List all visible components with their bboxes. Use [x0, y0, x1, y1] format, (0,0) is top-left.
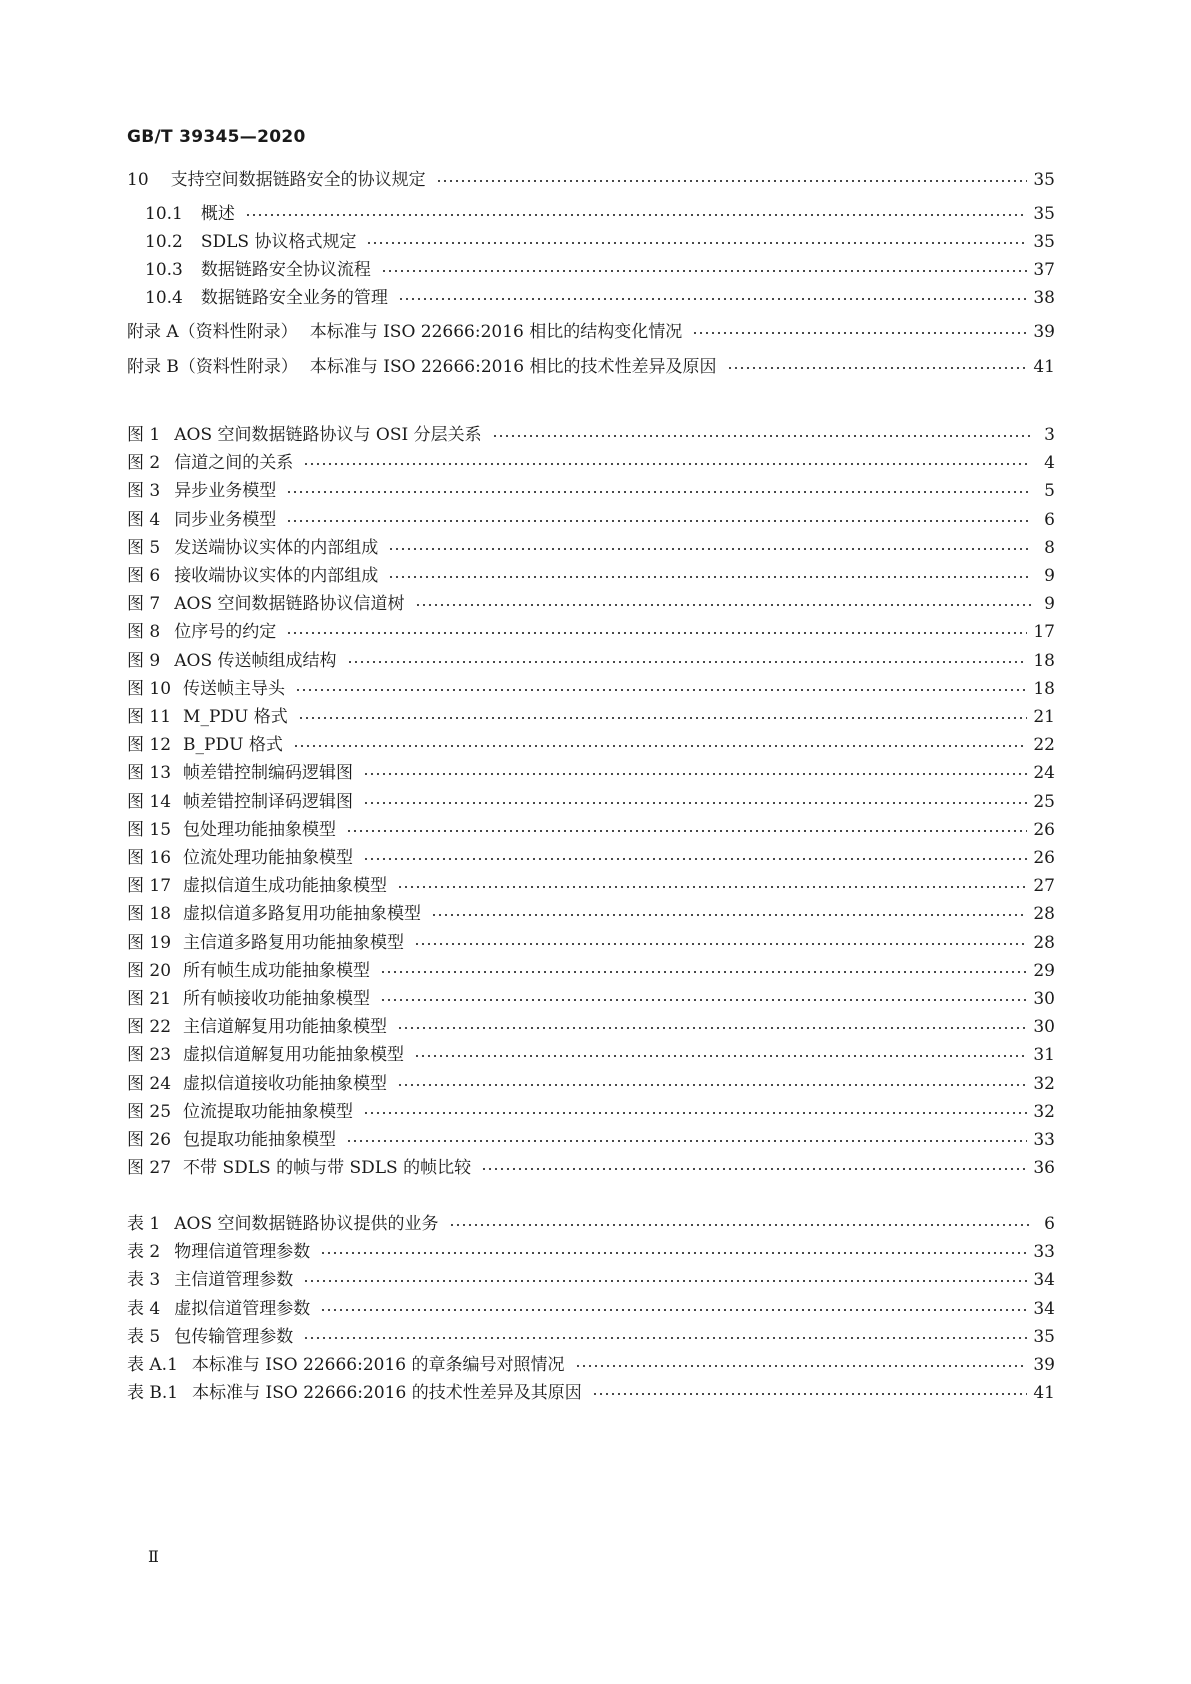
section-page-number: 38: [1033, 288, 1055, 308]
figure-page-number: 32: [1033, 1073, 1055, 1094]
figure-number: 图 3: [127, 481, 161, 502]
dot-leader: [431, 914, 1027, 916]
figure-page-number: 26: [1033, 819, 1055, 840]
figure-entry[interactable]: [127, 733, 1055, 757]
figure-number: 图 14: [127, 791, 172, 812]
figure-page-number: 22: [1033, 735, 1055, 756]
dot-leader: [692, 332, 1027, 334]
figure-entry[interactable]: [127, 423, 1055, 447]
figure-number: 图 13: [127, 763, 172, 784]
dot-leader: [727, 367, 1028, 369]
section-title: 本标准与 ISO 22666:2016 相比的结构变化情况: [309, 322, 683, 342]
figure-number: 图 8: [127, 622, 161, 643]
table-entry[interactable]: [127, 1325, 1055, 1349]
figure-number: 图 5: [127, 537, 161, 558]
section-number: 附录 A（资料性附录）: [127, 322, 298, 342]
dot-leader: [320, 1252, 1027, 1254]
section-entry[interactable]: [127, 258, 1055, 282]
dot-leader: [346, 1140, 1027, 1142]
dot-leader: [398, 298, 1028, 300]
dot-leader: [347, 661, 1028, 663]
table-entry[interactable]: [127, 1297, 1055, 1321]
figure-page-number: 9: [1044, 594, 1055, 615]
figure-page-number: 18: [1033, 650, 1055, 671]
table-page-number: 41: [1033, 1383, 1055, 1404]
section-page-number: 37: [1033, 260, 1055, 280]
figure-title: 主信道多路复用功能抽象模型: [183, 932, 405, 953]
figure-page-number: 29: [1033, 960, 1055, 981]
figure-entry[interactable]: [127, 536, 1055, 560]
table-page-number: 34: [1033, 1270, 1055, 1291]
figure-page-number: 26: [1033, 848, 1055, 868]
table-page-number: 6: [1044, 1214, 1055, 1234]
figure-number: 图 6: [127, 566, 161, 586]
figure-title: AOS 空间数据链路协议与 OSI 分层关系: [174, 425, 482, 445]
figure-title: 帧差错控制编码逻辑图: [183, 763, 354, 784]
section-page-number: 35: [1033, 170, 1055, 190]
dot-leader: [592, 1393, 1028, 1395]
section-number: 10.3: [145, 260, 183, 280]
figure-title: 虚拟信道接收功能抽象模型: [183, 1073, 388, 1094]
figure-entry[interactable]: [127, 649, 1055, 673]
figure-title: 所有帧生成功能抽象模型: [183, 960, 371, 981]
dot-leader: [388, 576, 1031, 578]
figure-page-number: 18: [1033, 678, 1055, 699]
figure-title: 同步业务模型: [174, 509, 277, 530]
figure-title: AOS 传送帧组成结构: [174, 650, 337, 671]
figure-entry[interactable]: [127, 508, 1055, 532]
figure-title: 信道之间的关系: [174, 453, 294, 474]
figure-number: 图 22: [127, 1017, 172, 1038]
section-entry[interactable]: [127, 286, 1055, 310]
figure-title: 传送帧主导头: [183, 678, 286, 699]
figure-number: 图 4: [127, 509, 161, 530]
document-code: GB/T 39345—2020: [127, 127, 306, 147]
figure-entry[interactable]: [127, 846, 1055, 870]
table-entry[interactable]: [127, 1240, 1055, 1264]
dot-leader: [245, 214, 1028, 216]
figure-entry[interactable]: [127, 1128, 1055, 1152]
figure-title: 接收端协议实体的内部组成: [174, 566, 379, 586]
dot-leader: [414, 1055, 1027, 1057]
figure-number: 图 25: [127, 1101, 172, 1122]
section-number: 10.1: [145, 204, 183, 224]
figure-title: M_PDU 格式: [183, 707, 288, 727]
figure-entry[interactable]: [127, 987, 1055, 1011]
figure-page-number: 4: [1044, 453, 1055, 474]
figure-page-number: 8: [1044, 537, 1055, 558]
table-title: 主信道管理参数: [174, 1270, 294, 1291]
figure-entry[interactable]: [127, 564, 1055, 588]
table-number: 表 4: [127, 1298, 161, 1319]
section-number: 10.4: [145, 288, 183, 308]
table-entry[interactable]: [127, 1381, 1055, 1405]
section-page-number: 35: [1033, 232, 1055, 252]
figure-page-number: 36: [1033, 1158, 1055, 1179]
section-page-number: 39: [1033, 322, 1055, 342]
table-title: AOS 空间数据链路协议提供的业务: [174, 1214, 439, 1234]
dot-leader: [295, 689, 1027, 691]
figure-number: 图 23: [127, 1045, 172, 1066]
dot-leader: [397, 1084, 1027, 1086]
figure-title: 位流处理功能抽象模型: [183, 848, 354, 868]
figure-title: 不带 SDLS 的帧与带 SDLS 的帧比较: [183, 1158, 472, 1179]
section-entry[interactable]: [127, 168, 1055, 192]
table-number: 表 3: [127, 1270, 161, 1291]
section-entry[interactable]: [127, 355, 1055, 379]
figure-number: 图 21: [127, 989, 172, 1009]
table-page-number: 33: [1033, 1242, 1055, 1263]
figure-number: 图 7: [127, 594, 161, 615]
table-number: 表 5: [127, 1326, 161, 1347]
figure-number: 图 11: [127, 707, 172, 727]
figure-title: 虚拟信道多路复用功能抽象模型: [183, 904, 422, 925]
section-page-number: 35: [1033, 204, 1055, 224]
figure-number: 图 16: [127, 848, 172, 868]
dot-leader: [286, 632, 1027, 634]
figure-entry[interactable]: [127, 818, 1055, 842]
figure-page-number: 28: [1033, 904, 1055, 925]
figure-number: 图 20: [127, 960, 172, 981]
section-number: 10: [127, 170, 149, 190]
dot-leader: [298, 717, 1028, 719]
section-entry[interactable]: [127, 320, 1055, 344]
figure-title: 位流提取功能抽象模型: [183, 1101, 354, 1122]
figure-title: B_PDU 格式: [183, 735, 283, 756]
dot-leader: [286, 491, 1031, 493]
figure-entry[interactable]: [127, 479, 1055, 503]
dot-leader: [303, 1337, 1027, 1339]
table-page-number: 35: [1033, 1326, 1055, 1347]
figure-entry[interactable]: [127, 931, 1055, 955]
section-title: 概述: [200, 204, 235, 224]
figure-number: 图 18: [127, 904, 172, 925]
figure-entry[interactable]: [127, 1072, 1055, 1096]
figure-entry[interactable]: [127, 761, 1055, 785]
figure-title: 虚拟信道解复用功能抽象模型: [183, 1045, 405, 1066]
figure-page-number: 24: [1033, 763, 1055, 784]
table-title: 物理信道管理参数: [174, 1242, 311, 1263]
table-title: 包传输管理参数: [174, 1326, 294, 1347]
figure-entry[interactable]: [127, 1043, 1055, 1067]
figure-title: 异步业务模型: [174, 481, 277, 502]
dot-leader: [380, 999, 1027, 1001]
figure-entry[interactable]: [127, 1156, 1055, 1180]
dot-leader: [414, 943, 1027, 945]
figure-entry[interactable]: [127, 451, 1055, 475]
dot-leader: [303, 463, 1031, 465]
figure-number: 图 1: [127, 425, 161, 445]
dot-leader: [492, 435, 1031, 437]
figure-page-number: 25: [1033, 791, 1055, 812]
figure-number: 图 17: [127, 876, 172, 897]
figure-page-number: 31: [1033, 1045, 1055, 1066]
figure-page-number: 27: [1033, 876, 1055, 897]
dot-leader: [380, 971, 1027, 973]
figure-title: 主信道解复用功能抽象模型: [183, 1017, 388, 1038]
figure-entry[interactable]: [127, 620, 1055, 644]
dot-leader: [363, 802, 1027, 804]
figure-number: 图 26: [127, 1130, 172, 1150]
table-number: 表 1: [127, 1214, 161, 1234]
figure-number: 图 15: [127, 819, 172, 840]
figure-page-number: 28: [1033, 932, 1055, 953]
figure-entry[interactable]: [127, 902, 1055, 926]
section-entry[interactable]: [127, 202, 1055, 226]
figure-number: 图 27: [127, 1158, 172, 1179]
dot-leader: [303, 1280, 1027, 1282]
dot-leader: [388, 548, 1031, 550]
figure-page-number: 30: [1033, 1017, 1055, 1038]
figure-title: 帧差错控制译码逻辑图: [183, 791, 354, 812]
figure-page-number: 21: [1033, 707, 1055, 727]
figure-number: 图 2: [127, 453, 161, 474]
table-entry[interactable]: [127, 1353, 1055, 1377]
dot-leader: [481, 1168, 1027, 1170]
section-number: 10.2: [145, 232, 183, 252]
dot-leader: [320, 1309, 1027, 1311]
figure-entry[interactable]: [127, 677, 1055, 701]
dot-leader: [436, 180, 1028, 182]
dot-leader: [449, 1224, 1032, 1226]
table-number: 表 2: [127, 1242, 161, 1263]
table-number: 表 A.1: [127, 1355, 178, 1375]
figure-number: 图 12: [127, 735, 172, 756]
dot-leader: [575, 1365, 1028, 1367]
figure-number: 图 9: [127, 650, 161, 671]
dot-leader: [293, 745, 1028, 747]
figure-page-number: 30: [1033, 989, 1055, 1009]
dot-leader: [397, 886, 1027, 888]
section-title: 数据链路安全协议流程: [200, 260, 371, 280]
table-entry[interactable]: [127, 1268, 1055, 1292]
table-page-number: 39: [1033, 1355, 1055, 1375]
figure-title: 包处理功能抽象模型: [183, 819, 337, 840]
section-number: 附录 B（资料性附录）: [127, 357, 298, 377]
figure-entry[interactable]: [127, 1100, 1055, 1124]
figure-entry[interactable]: [127, 874, 1055, 898]
page-number-footer: Ⅱ: [148, 1547, 159, 1566]
figure-title: 包提取功能抽象模型: [183, 1130, 337, 1150]
dot-leader: [366, 242, 1027, 244]
dot-leader: [286, 520, 1031, 522]
dot-leader: [397, 1027, 1027, 1029]
table-number: 表 B.1: [127, 1383, 179, 1404]
section-title: 本标准与 ISO 22666:2016 相比的技术性差异及原因: [309, 357, 717, 377]
section-title: SDLS 协议格式规定: [200, 232, 357, 252]
figure-number: 图 24: [127, 1073, 172, 1094]
dot-leader: [363, 773, 1027, 775]
figure-entry[interactable]: [127, 959, 1055, 983]
figure-page-number: 6: [1044, 509, 1055, 530]
table-title: 虚拟信道管理参数: [174, 1298, 311, 1319]
dot-leader: [381, 270, 1028, 272]
figure-page-number: 3: [1044, 425, 1055, 445]
figure-number: 图 10: [127, 678, 172, 699]
figure-page-number: 5: [1044, 481, 1055, 502]
figure-entry[interactable]: [127, 790, 1055, 814]
section-title: 支持空间数据链路安全的协议规定: [170, 170, 426, 190]
section-title: 数据链路安全业务的管理: [200, 288, 388, 308]
figure-entry[interactable]: [127, 592, 1055, 616]
figure-title: 发送端协议实体的内部组成: [174, 537, 379, 558]
section-entry[interactable]: [127, 230, 1055, 254]
dot-leader: [415, 604, 1032, 606]
table-page-number: 34: [1033, 1298, 1055, 1319]
dot-leader: [363, 1112, 1027, 1114]
figure-entry[interactable]: [127, 1015, 1055, 1039]
table-entry[interactable]: [127, 1212, 1055, 1236]
dot-leader: [363, 858, 1027, 860]
section-page-number: 41: [1033, 357, 1055, 377]
figure-title: 虚拟信道生成功能抽象模型: [183, 876, 388, 897]
figure-number: 图 19: [127, 932, 172, 953]
table-title: 本标准与 ISO 22666:2016 的技术性差异及其原因: [192, 1383, 582, 1404]
table-title: 本标准与 ISO 22666:2016 的章条编号对照情况: [191, 1355, 565, 1375]
figure-entry[interactable]: [127, 705, 1055, 729]
figure-page-number: 17: [1033, 622, 1055, 643]
figure-page-number: 33: [1033, 1130, 1055, 1150]
dot-leader: [346, 830, 1027, 832]
figure-title: 位序号的约定: [174, 622, 277, 643]
figure-page-number: 32: [1033, 1101, 1055, 1122]
figure-title: 所有帧接收功能抽象模型: [183, 989, 371, 1009]
figure-title: AOS 空间数据链路协议信道树: [174, 594, 405, 615]
figure-page-number: 9: [1044, 566, 1055, 586]
